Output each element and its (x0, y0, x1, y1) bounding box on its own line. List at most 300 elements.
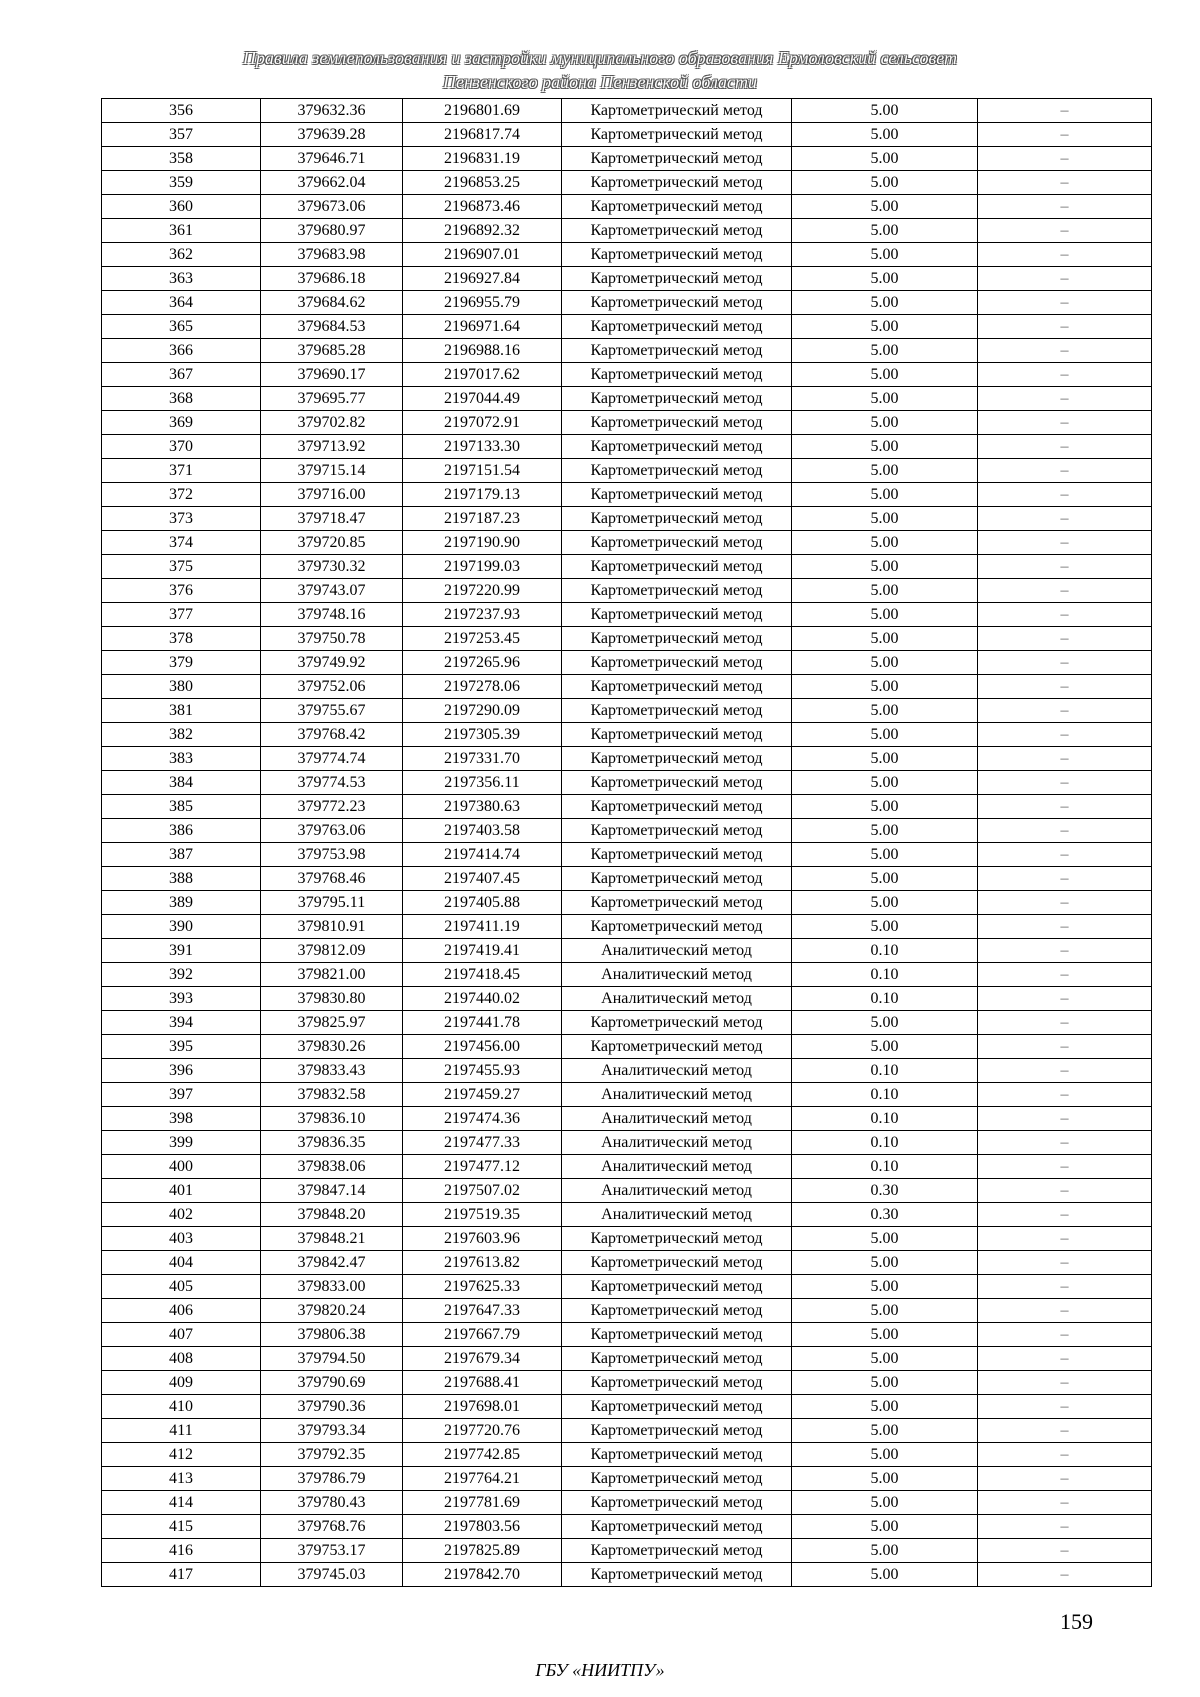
accuracy-cell: 0.10 (792, 1083, 978, 1107)
note-cell: – (978, 1203, 1152, 1227)
note-cell: – (978, 603, 1152, 627)
table-row (102, 363, 1152, 387)
x-coordinate-cell: 379713.92 (261, 435, 403, 459)
y-coordinate-cell: 2197781.69 (403, 1491, 562, 1515)
accuracy-cell: 0.30 (792, 1179, 978, 1203)
accuracy-cell: 5.00 (792, 267, 978, 291)
x-coordinate-cell: 379683.98 (261, 243, 403, 267)
x-coordinate-cell: 379743.07 (261, 579, 403, 603)
point-number-cell: 382 (102, 723, 261, 747)
point-number-cell: 410 (102, 1395, 261, 1419)
accuracy-cell: 5.00 (792, 147, 978, 171)
note-cell: – (978, 195, 1152, 219)
point-number-cell: 397 (102, 1083, 261, 1107)
note-cell: – (978, 147, 1152, 171)
accuracy-cell: 5.00 (792, 123, 978, 147)
method-cell: Картометрический метод (562, 555, 792, 579)
note-cell: – (978, 219, 1152, 243)
table-row (102, 267, 1152, 291)
method-cell: Картометрический метод (562, 1299, 792, 1323)
table-row (102, 579, 1152, 603)
method-cell: Картометрический метод (562, 1227, 792, 1251)
note-cell: – (978, 1251, 1152, 1275)
y-coordinate-cell: 2197647.33 (403, 1299, 562, 1323)
method-cell: Картометрический метод (562, 603, 792, 627)
y-coordinate-cell: 2197519.35 (403, 1203, 562, 1227)
table-row (102, 147, 1152, 171)
point-number-cell: 388 (102, 867, 261, 891)
x-coordinate-cell: 379838.06 (261, 1155, 403, 1179)
method-cell: Картометрический метод (562, 915, 792, 939)
accuracy-cell: 5.00 (792, 651, 978, 675)
y-coordinate-cell: 2197290.09 (403, 699, 562, 723)
method-cell: Картометрический метод (562, 315, 792, 339)
method-cell: Картометрический метод (562, 507, 792, 531)
x-coordinate-cell: 379793.34 (261, 1419, 403, 1443)
note-cell: – (978, 1419, 1152, 1443)
point-number-cell: 361 (102, 219, 261, 243)
accuracy-cell: 5.00 (792, 723, 978, 747)
y-coordinate-cell: 2196907.01 (403, 243, 562, 267)
x-coordinate-cell: 379718.47 (261, 507, 403, 531)
accuracy-cell: 5.00 (792, 915, 978, 939)
table-row (102, 339, 1152, 363)
method-cell: Аналитический метод (562, 963, 792, 987)
accuracy-cell: 5.00 (792, 1251, 978, 1275)
table-row (102, 1107, 1152, 1131)
note-cell: – (978, 291, 1152, 315)
x-coordinate-cell: 379730.32 (261, 555, 403, 579)
note-cell: – (978, 963, 1152, 987)
point-number-cell: 412 (102, 1443, 261, 1467)
accuracy-cell: 5.00 (792, 99, 978, 123)
point-number-cell: 411 (102, 1419, 261, 1443)
accuracy-cell: 5.00 (792, 627, 978, 651)
x-coordinate-cell: 379812.09 (261, 939, 403, 963)
y-coordinate-cell: 2197825.89 (403, 1539, 562, 1563)
note-cell: – (978, 723, 1152, 747)
x-coordinate-cell: 379780.43 (261, 1491, 403, 1515)
x-coordinate-cell: 379848.21 (261, 1227, 403, 1251)
method-cell: Картометрический метод (562, 267, 792, 291)
accuracy-cell: 5.00 (792, 747, 978, 771)
method-cell: Картометрический метод (562, 339, 792, 363)
point-number-cell: 389 (102, 891, 261, 915)
note-cell: – (978, 1299, 1152, 1323)
point-number-cell: 400 (102, 1155, 261, 1179)
note-cell: – (978, 1515, 1152, 1539)
point-number-cell: 398 (102, 1107, 261, 1131)
table-row (102, 1203, 1152, 1227)
y-coordinate-cell: 2197133.30 (403, 435, 562, 459)
note-cell: – (978, 267, 1152, 291)
point-number-cell: 367 (102, 363, 261, 387)
accuracy-cell: 5.00 (792, 387, 978, 411)
table-row (102, 867, 1152, 891)
point-number-cell: 394 (102, 1011, 261, 1035)
y-coordinate-cell: 2197405.88 (403, 891, 562, 915)
note-cell: – (978, 1179, 1152, 1203)
note-cell: – (978, 171, 1152, 195)
table-row (102, 411, 1152, 435)
x-coordinate-cell: 379833.43 (261, 1059, 403, 1083)
table-row (102, 939, 1152, 963)
accuracy-cell: 5.00 (792, 867, 978, 891)
page-footer: ГБУ «НИИТПУ» (535, 1660, 665, 1680)
note-cell: – (978, 1131, 1152, 1155)
table-row (102, 1539, 1152, 1563)
accuracy-cell: 5.00 (792, 1491, 978, 1515)
point-number-cell: 383 (102, 747, 261, 771)
x-coordinate-cell: 379832.58 (261, 1083, 403, 1107)
method-cell: Картометрический метод (562, 747, 792, 771)
x-coordinate-cell: 379639.28 (261, 123, 403, 147)
table-row (102, 531, 1152, 555)
point-number-cell: 385 (102, 795, 261, 819)
point-number-cell: 408 (102, 1347, 261, 1371)
x-coordinate-cell: 379768.42 (261, 723, 403, 747)
point-number-cell: 386 (102, 819, 261, 843)
note-cell: – (978, 411, 1152, 435)
accuracy-cell: 5.00 (792, 315, 978, 339)
method-cell: Картометрический метод (562, 435, 792, 459)
method-cell: Картометрический метод (562, 219, 792, 243)
method-cell: Картометрический метод (562, 1371, 792, 1395)
x-coordinate-cell: 379833.00 (261, 1275, 403, 1299)
point-number-cell: 405 (102, 1275, 261, 1299)
table-row (102, 963, 1152, 987)
method-cell: Картометрический метод (562, 483, 792, 507)
table-row (102, 771, 1152, 795)
x-coordinate-cell: 379820.24 (261, 1299, 403, 1323)
x-coordinate-cell: 379749.92 (261, 651, 403, 675)
y-coordinate-cell: 2197380.63 (403, 795, 562, 819)
table-row (102, 627, 1152, 651)
table-row (102, 699, 1152, 723)
method-cell: Картометрический метод (562, 1515, 792, 1539)
point-number-cell: 384 (102, 771, 261, 795)
accuracy-cell: 5.00 (792, 411, 978, 435)
accuracy-cell: 5.00 (792, 891, 978, 915)
x-coordinate-cell: 379662.04 (261, 171, 403, 195)
note-cell: – (978, 459, 1152, 483)
accuracy-cell: 5.00 (792, 171, 978, 195)
point-number-cell: 364 (102, 291, 261, 315)
note-cell: – (978, 531, 1152, 555)
x-coordinate-cell: 379806.38 (261, 1323, 403, 1347)
table-row (102, 915, 1152, 939)
method-cell: Картометрический метод (562, 627, 792, 651)
page-number: 159 (1060, 1609, 1093, 1634)
x-coordinate-cell: 379755.67 (261, 699, 403, 723)
table-row (102, 507, 1152, 531)
accuracy-cell: 5.00 (792, 363, 978, 387)
note-cell: – (978, 795, 1152, 819)
accuracy-cell: 5.00 (792, 1443, 978, 1467)
y-coordinate-cell: 2196801.69 (403, 99, 562, 123)
x-coordinate-cell: 379792.35 (261, 1443, 403, 1467)
y-coordinate-cell: 2196955.79 (403, 291, 562, 315)
note-cell: – (978, 387, 1152, 411)
y-coordinate-cell: 2196853.25 (403, 171, 562, 195)
note-cell: – (978, 819, 1152, 843)
method-cell: Картометрический метод (562, 1011, 792, 1035)
point-number-cell: 399 (102, 1131, 261, 1155)
accuracy-cell: 0.10 (792, 1059, 978, 1083)
note-cell: – (978, 363, 1152, 387)
table-row (102, 1443, 1152, 1467)
point-number-cell: 401 (102, 1179, 261, 1203)
coordinates-table (101, 98, 1152, 1587)
y-coordinate-cell: 2197253.45 (403, 627, 562, 651)
method-cell: Картометрический метод (562, 867, 792, 891)
y-coordinate-cell: 2197456.00 (403, 1035, 562, 1059)
point-number-cell: 356 (102, 99, 261, 123)
accuracy-cell: 5.00 (792, 1515, 978, 1539)
point-number-cell: 416 (102, 1539, 261, 1563)
method-cell: Картометрический метод (562, 819, 792, 843)
point-number-cell: 365 (102, 315, 261, 339)
note-cell: – (978, 1371, 1152, 1395)
y-coordinate-cell: 2196873.46 (403, 195, 562, 219)
y-coordinate-cell: 2197603.96 (403, 1227, 562, 1251)
x-coordinate-cell: 379763.06 (261, 819, 403, 843)
point-number-cell: 371 (102, 459, 261, 483)
x-coordinate-cell: 379715.14 (261, 459, 403, 483)
table-row (102, 1155, 1152, 1179)
y-coordinate-cell: 2197459.27 (403, 1083, 562, 1107)
y-coordinate-cell: 2197414.74 (403, 843, 562, 867)
method-cell: Картометрический метод (562, 1035, 792, 1059)
page-header (100, 46, 1100, 94)
accuracy-cell: 0.10 (792, 963, 978, 987)
x-coordinate-cell: 379752.06 (261, 675, 403, 699)
table-row (102, 195, 1152, 219)
x-coordinate-cell: 379790.36 (261, 1395, 403, 1419)
point-number-cell: 413 (102, 1467, 261, 1491)
accuracy-cell: 5.00 (792, 675, 978, 699)
x-coordinate-cell: 379684.53 (261, 315, 403, 339)
accuracy-cell: 0.10 (792, 1155, 978, 1179)
x-coordinate-cell: 379836.35 (261, 1131, 403, 1155)
accuracy-cell: 0.10 (792, 1131, 978, 1155)
table-row (102, 459, 1152, 483)
y-coordinate-cell: 2197419.41 (403, 939, 562, 963)
point-number-cell: 403 (102, 1227, 261, 1251)
accuracy-cell: 5.00 (792, 483, 978, 507)
point-number-cell: 379 (102, 651, 261, 675)
x-coordinate-cell: 379830.80 (261, 987, 403, 1011)
x-coordinate-cell: 379772.23 (261, 795, 403, 819)
table-row (102, 675, 1152, 699)
method-cell: Аналитический метод (562, 1203, 792, 1227)
y-coordinate-cell: 2197742.85 (403, 1443, 562, 1467)
note-cell: – (978, 579, 1152, 603)
point-number-cell: 366 (102, 339, 261, 363)
point-number-cell: 374 (102, 531, 261, 555)
y-coordinate-cell: 2196817.74 (403, 123, 562, 147)
y-coordinate-cell: 2197407.45 (403, 867, 562, 891)
note-cell: – (978, 483, 1152, 507)
y-coordinate-cell: 2197072.91 (403, 411, 562, 435)
accuracy-cell: 5.00 (792, 459, 978, 483)
note-cell: – (978, 435, 1152, 459)
y-coordinate-cell: 2197331.70 (403, 747, 562, 771)
table-row (102, 243, 1152, 267)
note-cell: – (978, 699, 1152, 723)
note-cell: – (978, 1323, 1152, 1347)
table-row (102, 1467, 1152, 1491)
method-cell: Картометрический метод (562, 1251, 792, 1275)
method-cell: Картометрический метод (562, 411, 792, 435)
x-coordinate-cell: 379848.20 (261, 1203, 403, 1227)
y-coordinate-cell: 2197265.96 (403, 651, 562, 675)
x-coordinate-cell: 379716.00 (261, 483, 403, 507)
accuracy-cell: 0.10 (792, 939, 978, 963)
note-cell: – (978, 1563, 1152, 1587)
table-row (102, 1347, 1152, 1371)
note-cell: – (978, 867, 1152, 891)
method-cell: Картометрический метод (562, 1395, 792, 1419)
note-cell: – (978, 243, 1152, 267)
header-line-2: Пензенского района Пензенской области (442, 72, 758, 92)
method-cell: Картометрический метод (562, 579, 792, 603)
point-number-cell: 359 (102, 171, 261, 195)
note-cell: – (978, 1275, 1152, 1299)
accuracy-cell: 5.00 (792, 1227, 978, 1251)
note-cell: – (978, 99, 1152, 123)
note-cell: – (978, 339, 1152, 363)
table-row (102, 1491, 1152, 1515)
point-number-cell: 404 (102, 1251, 261, 1275)
point-number-cell: 377 (102, 603, 261, 627)
point-number-cell: 390 (102, 915, 261, 939)
accuracy-cell: 5.00 (792, 1299, 978, 1323)
method-cell: Аналитический метод (562, 1059, 792, 1083)
method-cell: Картометрический метод (562, 99, 792, 123)
point-number-cell: 415 (102, 1515, 261, 1539)
note-cell: – (978, 1011, 1152, 1035)
note-cell: – (978, 1083, 1152, 1107)
method-cell: Картометрический метод (562, 195, 792, 219)
table-row (102, 219, 1152, 243)
method-cell: Картометрический метод (562, 1347, 792, 1371)
note-cell: – (978, 315, 1152, 339)
table-row (102, 171, 1152, 195)
table-row (102, 1059, 1152, 1083)
table-row (102, 483, 1152, 507)
x-coordinate-cell: 379673.06 (261, 195, 403, 219)
table-row (102, 603, 1152, 627)
note-cell: – (978, 915, 1152, 939)
x-coordinate-cell: 379821.00 (261, 963, 403, 987)
method-cell: Картометрический метод (562, 771, 792, 795)
point-number-cell: 381 (102, 699, 261, 723)
note-cell: – (978, 1467, 1152, 1491)
method-cell: Аналитический метод (562, 1179, 792, 1203)
note-cell: – (978, 1035, 1152, 1059)
point-number-cell: 380 (102, 675, 261, 699)
y-coordinate-cell: 2197720.76 (403, 1419, 562, 1443)
note-cell: – (978, 939, 1152, 963)
method-cell: Картометрический метод (562, 891, 792, 915)
x-coordinate-cell: 379745.03 (261, 1563, 403, 1587)
point-number-cell: 407 (102, 1323, 261, 1347)
table-row (102, 843, 1152, 867)
accuracy-cell: 5.00 (792, 1011, 978, 1035)
method-cell: Картометрический метод (562, 387, 792, 411)
note-cell: – (978, 1059, 1152, 1083)
table-row (102, 1323, 1152, 1347)
note-cell: – (978, 771, 1152, 795)
table-row (102, 435, 1152, 459)
y-coordinate-cell: 2197187.23 (403, 507, 562, 531)
coordinates-table-body (102, 99, 1152, 1587)
y-coordinate-cell: 2197418.45 (403, 963, 562, 987)
y-coordinate-cell: 2197679.34 (403, 1347, 562, 1371)
method-cell: Картометрический метод (562, 291, 792, 315)
accuracy-cell: 5.00 (792, 699, 978, 723)
method-cell: Картометрический метод (562, 1539, 792, 1563)
y-coordinate-cell: 2197044.49 (403, 387, 562, 411)
table-row (102, 819, 1152, 843)
x-coordinate-cell: 379790.69 (261, 1371, 403, 1395)
y-coordinate-cell: 2197151.54 (403, 459, 562, 483)
point-number-cell: 360 (102, 195, 261, 219)
x-coordinate-cell: 379646.71 (261, 147, 403, 171)
y-coordinate-cell: 2197305.39 (403, 723, 562, 747)
method-cell: Картометрический метод (562, 123, 792, 147)
accuracy-cell: 5.00 (792, 531, 978, 555)
table-row (102, 795, 1152, 819)
point-number-cell: 375 (102, 555, 261, 579)
table-row (102, 1035, 1152, 1059)
point-number-cell: 406 (102, 1299, 261, 1323)
x-coordinate-cell: 379836.10 (261, 1107, 403, 1131)
y-coordinate-cell: 2197764.21 (403, 1467, 562, 1491)
x-coordinate-cell: 379842.47 (261, 1251, 403, 1275)
x-coordinate-cell: 379684.62 (261, 291, 403, 315)
accuracy-cell: 5.00 (792, 579, 978, 603)
accuracy-cell: 0.30 (792, 1203, 978, 1227)
note-cell: – (978, 651, 1152, 675)
method-cell: Картометрический метод (562, 459, 792, 483)
y-coordinate-cell: 2197278.06 (403, 675, 562, 699)
point-number-cell: 363 (102, 267, 261, 291)
x-coordinate-cell: 379786.79 (261, 1467, 403, 1491)
x-coordinate-cell: 379702.82 (261, 411, 403, 435)
table-row (102, 1131, 1152, 1155)
x-coordinate-cell: 379847.14 (261, 1179, 403, 1203)
note-cell: – (978, 1347, 1152, 1371)
method-cell: Аналитический метод (562, 1131, 792, 1155)
accuracy-cell: 5.00 (792, 843, 978, 867)
point-number-cell: 395 (102, 1035, 261, 1059)
point-number-cell: 358 (102, 147, 261, 171)
table-row (102, 1275, 1152, 1299)
x-coordinate-cell: 379632.36 (261, 99, 403, 123)
y-coordinate-cell: 2197190.90 (403, 531, 562, 555)
table-row (102, 651, 1152, 675)
y-coordinate-cell: 2196892.32 (403, 219, 562, 243)
method-cell: Картометрический метод (562, 1467, 792, 1491)
accuracy-cell: 5.00 (792, 243, 978, 267)
method-cell: Картометрический метод (562, 675, 792, 699)
method-cell: Картометрический метод (562, 363, 792, 387)
y-coordinate-cell: 2197613.82 (403, 1251, 562, 1275)
y-coordinate-cell: 2197017.62 (403, 363, 562, 387)
x-coordinate-cell: 379810.91 (261, 915, 403, 939)
